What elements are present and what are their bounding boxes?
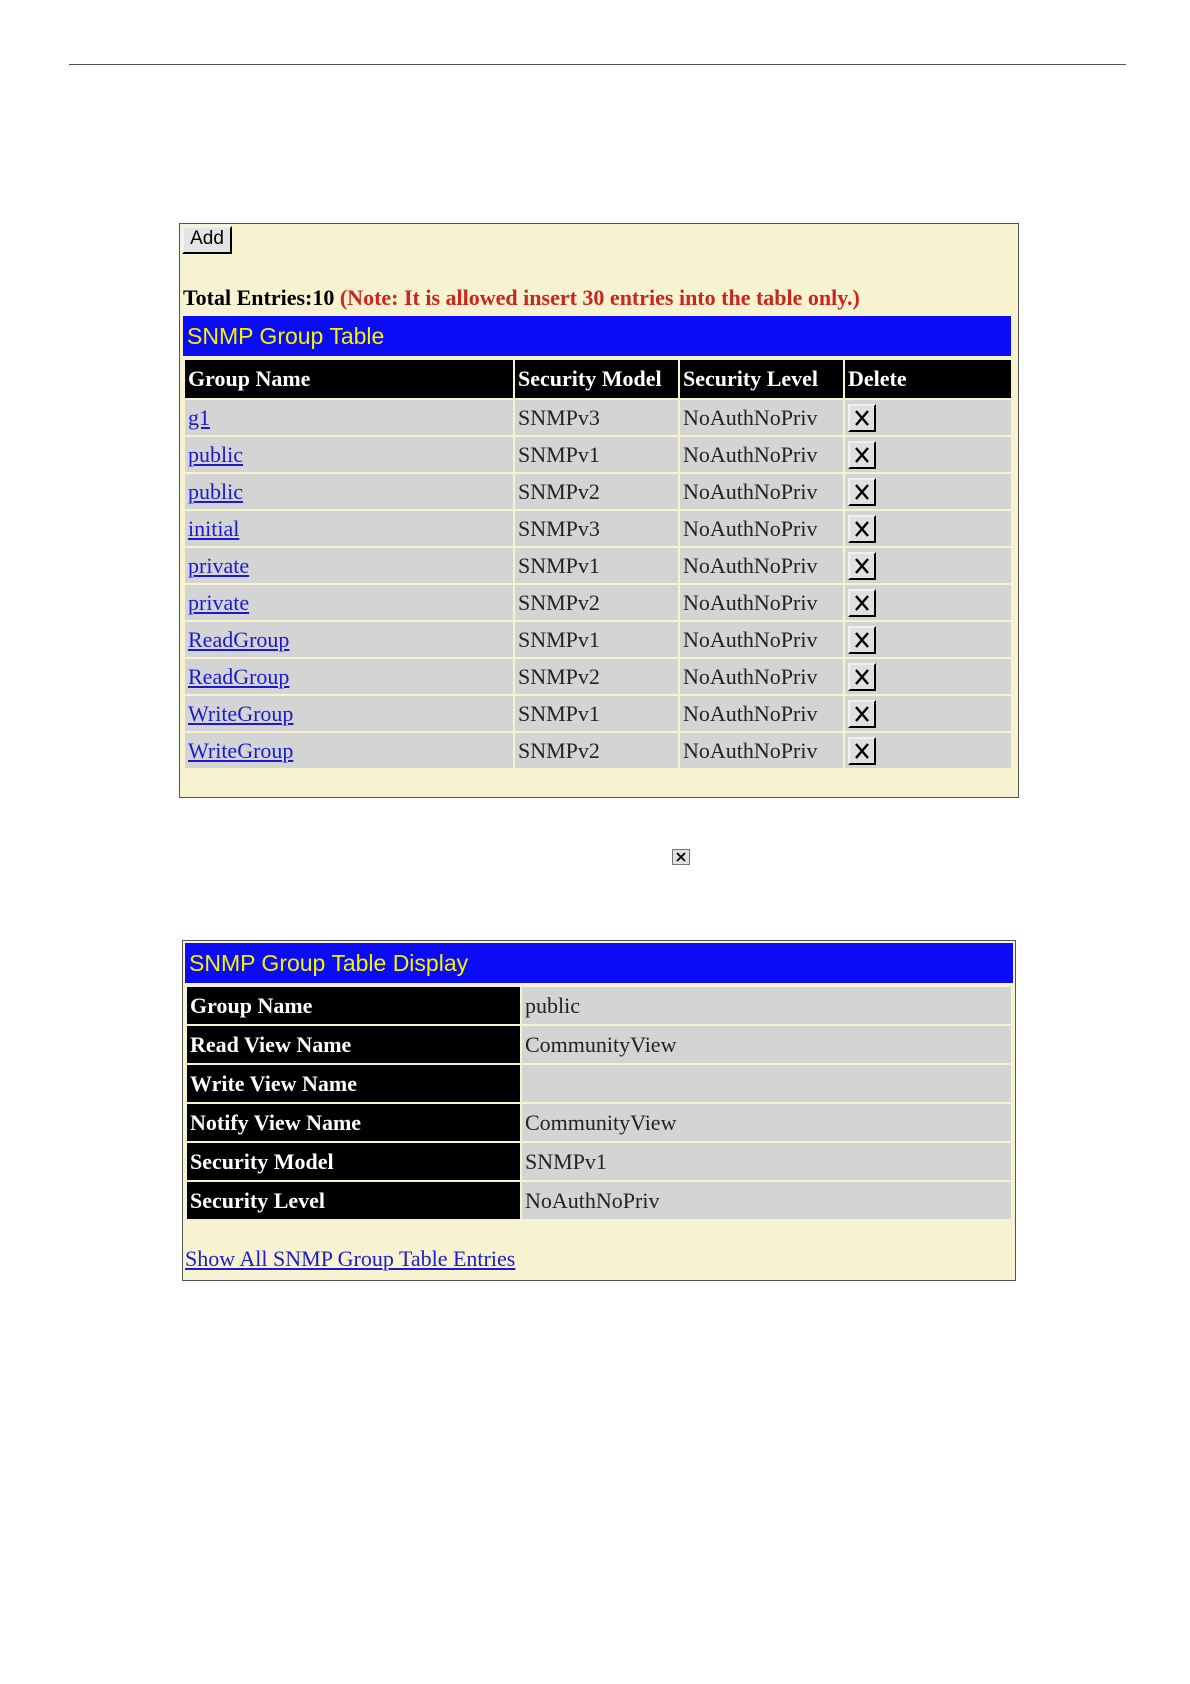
group-name-link[interactable]: ReadGroup <box>188 626 290 652</box>
delete-button[interactable] <box>848 737 876 765</box>
field-value: public <box>521 986 1012 1025</box>
display-row <box>186 1103 1012 1142</box>
delete-cell <box>844 510 1012 547</box>
table-row <box>184 621 1012 658</box>
display-row <box>186 1181 1012 1220</box>
security-level-cell: NoAuthNoPriv <box>679 658 844 695</box>
field-label: Security Model <box>186 1142 521 1181</box>
delete-button[interactable] <box>848 515 876 543</box>
security-level-cell: NoAuthNoPriv <box>679 584 844 621</box>
table-row <box>184 510 1012 547</box>
group-name-cell <box>184 436 514 473</box>
delete-cell <box>844 658 1012 695</box>
group-name-link[interactable]: WriteGroup <box>188 737 294 763</box>
group-name-link[interactable]: public <box>188 478 243 504</box>
security-level-cell: NoAuthNoPriv <box>679 473 844 510</box>
delete-icon <box>850 702 874 726</box>
group-name-link[interactable]: g1 <box>188 404 210 430</box>
group-name-cell <box>184 621 514 658</box>
table-row <box>184 695 1012 732</box>
security-model-cell: SNMPv1 <box>514 436 679 473</box>
snmp-group-display-table <box>185 985 1013 1221</box>
security-level-cell: NoAuthNoPriv <box>679 695 844 732</box>
delete-icon <box>850 665 874 689</box>
table-row <box>184 436 1012 473</box>
delete-button[interactable] <box>848 404 876 432</box>
field-label: Security Level <box>186 1181 521 1220</box>
column-header-delete: Delete <box>844 359 1012 399</box>
delete-cell <box>844 399 1012 436</box>
delete-cell <box>844 621 1012 658</box>
security-level-cell: NoAuthNoPriv <box>679 621 844 658</box>
group-name-cell <box>184 732 514 769</box>
total-entries <box>183 285 860 311</box>
field-label: Group Name <box>186 986 521 1025</box>
delete-button[interactable] <box>848 663 876 691</box>
group-name-link[interactable]: public <box>188 441 243 467</box>
group-name-cell <box>184 547 514 584</box>
delete-icon <box>850 517 874 541</box>
field-value: NoAuthNoPriv <box>521 1181 1012 1220</box>
security-model-cell: SNMPv1 <box>514 547 679 584</box>
delete-button[interactable] <box>848 700 876 728</box>
group-name-link[interactable]: private <box>188 552 250 578</box>
delete-icon <box>672 849 690 865</box>
snmp-group-display-panel <box>182 940 1016 1281</box>
delete-button[interactable] <box>848 552 876 580</box>
security-level-cell: NoAuthNoPriv <box>679 510 844 547</box>
delete-cell <box>844 547 1012 584</box>
security-model-cell: SNMPv1 <box>514 695 679 732</box>
delete-icon <box>850 628 874 652</box>
delete-cell <box>844 473 1012 510</box>
add-button[interactable]: Add <box>182 226 232 254</box>
snmp-group-table-panel <box>179 223 1019 798</box>
delete-icon <box>850 443 874 467</box>
table-header-row <box>184 359 1012 399</box>
field-label: Read View Name <box>186 1025 521 1064</box>
delete-cell <box>844 436 1012 473</box>
delete-button[interactable] <box>848 441 876 469</box>
display-title: SNMP Group Table Display <box>185 943 1013 983</box>
table-row <box>184 732 1012 769</box>
total-entries-label: Total Entries:10 <box>183 285 335 310</box>
column-header-security-model: Security Model <box>514 359 679 399</box>
group-name-link[interactable]: private <box>188 589 250 615</box>
field-label: Write View Name <box>186 1064 521 1103</box>
delete-button[interactable] <box>848 478 876 506</box>
delete-icon <box>850 554 874 578</box>
display-row <box>186 1025 1012 1064</box>
field-value: CommunityView <box>521 1025 1012 1064</box>
delete-icon <box>850 480 874 504</box>
security-model-cell: SNMPv3 <box>514 399 679 436</box>
table-row <box>184 547 1012 584</box>
column-header-security-level: Security Level <box>679 359 844 399</box>
group-name-cell <box>184 399 514 436</box>
display-row <box>186 986 1012 1025</box>
field-value: SNMPv1 <box>521 1142 1012 1181</box>
field-label: Notify View Name <box>186 1103 521 1142</box>
display-row <box>186 1064 1012 1103</box>
group-name-link[interactable]: ReadGroup <box>188 663 290 689</box>
security-level-cell: NoAuthNoPriv <box>679 436 844 473</box>
security-model-cell: SNMPv2 <box>514 658 679 695</box>
table-title: SNMP Group Table <box>183 316 1011 356</box>
group-name-link[interactable]: initial <box>188 515 240 541</box>
page-rule <box>69 64 1126 65</box>
delete-icon <box>850 739 874 763</box>
field-value: CommunityView <box>521 1103 1012 1142</box>
table-row <box>184 584 1012 621</box>
security-model-cell: SNMPv2 <box>514 473 679 510</box>
security-model-cell: SNMPv2 <box>514 732 679 769</box>
table-row <box>184 473 1012 510</box>
entries-note: (Note: It is allowed insert 30 entries into the table only.) <box>339 285 860 310</box>
group-name-cell <box>184 658 514 695</box>
security-level-cell: NoAuthNoPriv <box>679 547 844 584</box>
table-row <box>184 658 1012 695</box>
group-name-cell <box>184 473 514 510</box>
delete-button[interactable] <box>848 626 876 654</box>
security-model-cell: SNMPv2 <box>514 584 679 621</box>
group-name-cell <box>184 584 514 621</box>
security-level-cell: NoAuthNoPriv <box>679 399 844 436</box>
show-all-entries-link[interactable]: Show All SNMP Group Table Entries <box>185 1246 516 1271</box>
delete-button[interactable] <box>848 589 876 617</box>
table-row <box>184 399 1012 436</box>
snmp-group-table <box>183 358 1013 770</box>
delete-icon <box>850 591 874 615</box>
group-name-link[interactable]: WriteGroup <box>188 700 294 726</box>
delete-cell <box>844 732 1012 769</box>
display-row <box>186 1142 1012 1181</box>
column-header-group-name: Group Name <box>184 359 514 399</box>
security-model-cell: SNMPv3 <box>514 510 679 547</box>
security-level-cell: NoAuthNoPriv <box>679 732 844 769</box>
security-model-cell: SNMPv1 <box>514 621 679 658</box>
delete-cell <box>844 695 1012 732</box>
field-value <box>521 1064 1012 1103</box>
group-name-cell <box>184 510 514 547</box>
group-name-cell <box>184 695 514 732</box>
delete-cell <box>844 584 1012 621</box>
delete-icon <box>850 406 874 430</box>
